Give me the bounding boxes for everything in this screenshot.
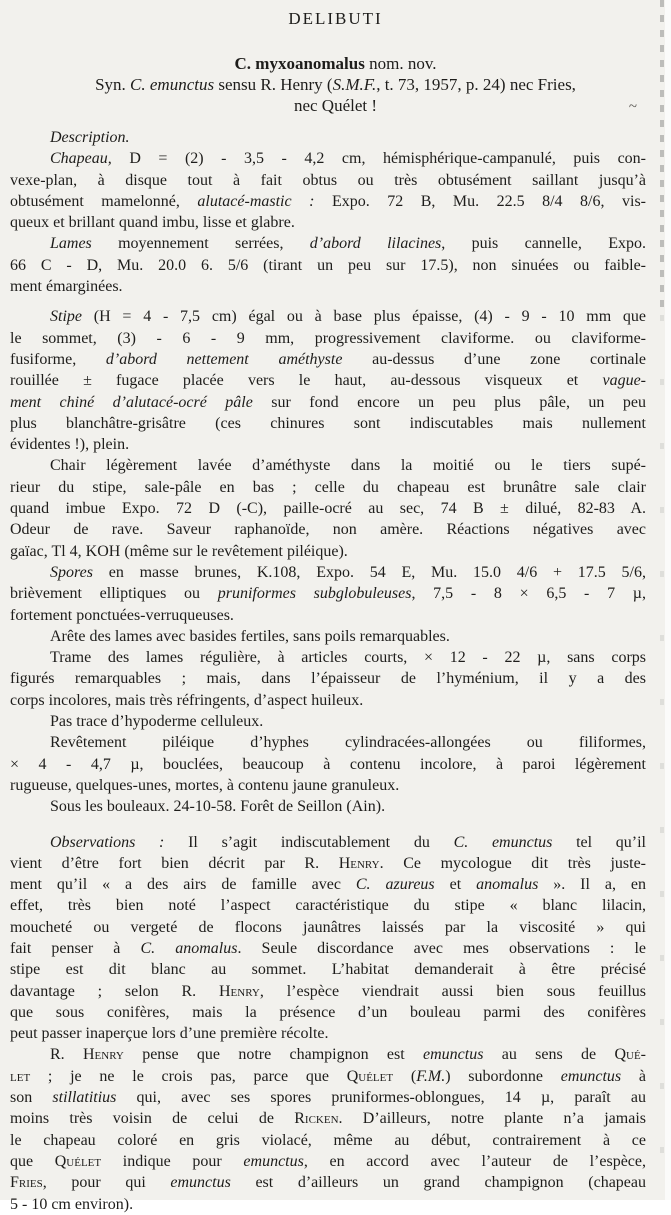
text-segment: gaïac, Tl 4, KOH (même sur le revêtement piléique). [10,542,348,560]
text-segment: ) subordonne [445,1067,561,1085]
text-segment: stillatitius [52,1089,117,1107]
text-line [10,895,646,916]
text-line [10,306,646,327]
text-segment: Henry [218,982,260,1000]
text-segment: Odeur de rave. Saveur raphanoïde, non amère. Réactions négatives avec [10,521,646,539]
text-line [10,392,646,413]
text-line [10,498,646,519]
text-line [10,1044,646,1065]
text-line [10,1066,646,1087]
text-segment: . Seule discordance avec mes observations : le [237,939,646,957]
text-line [10,233,646,254]
text-segment: . Ce mycologue dit très juste- [379,854,647,872]
text-segment: C. myxoanomalus [234,54,365,73]
text-segment: et [434,876,477,894]
text-segment: C. anomalus [140,939,238,957]
synonym-line-2 [0,95,671,116]
text-segment: rugueuse, quelques-unes, mortes, à contenu jaune granuleux. [10,776,400,794]
text-segment: obtusément mamelonné, [10,192,198,210]
text-segment: rouillée ± fugace placée vers le haut, au-dessous visqueux et [10,372,603,390]
text-line [10,1023,646,1044]
text-segment: Chapeau, [50,150,112,168]
text-segment: moucheté ou vergeté de flocons jaunâtres laissés par la viscosité » qui [10,918,646,936]
text-line [10,853,646,874]
text-segment: Trame des lames régulière, à articles courts, × 12 - 22 µ, sans corps [50,649,646,667]
text-segment: emunctus [560,1067,622,1085]
text-segment: Expo. 72 B, Mu. 22.5 8/4 8/6, vis- [314,192,646,210]
text-segment: que sous conifères, mais la présence d’un bouleau parmi des conifères [10,1003,646,1021]
text-line [10,170,646,191]
text-segment: Chair légèrement lavée d’améthyste dans la moitié ou le tiers supé- [50,457,646,475]
text-segment: queux et brillant quand imbu, lisse et glabre. [10,214,295,232]
text-segment: évidentes !), plein. [10,436,130,454]
text-segment: Description. [50,129,130,146]
text-line [10,148,646,169]
text-segment: brièvement elliptiques ou [10,585,218,603]
text-line [10,796,646,817]
text-segment: vient d’être fort bien décrit par R. [10,854,339,872]
text-line [10,191,646,212]
text-segment: Fries [10,1174,43,1192]
text-line [10,754,646,775]
section-title: DELIBUTI [288,9,383,28]
page-edge-dashes-faint-icon [660,315,664,1195]
text-segment: indique pour [101,1152,244,1170]
text-line [10,562,646,583]
text-line [10,212,646,233]
text-segment: ». Il a, en [538,876,647,894]
text-segment: vague- [602,372,646,390]
text-segment: emunctus [243,1152,304,1170]
page-header [0,0,671,116]
text-segment: 5 - 10 cm environ). [10,1195,134,1213]
text-segment: sur fond encore un peu plus pâle, un peu [252,393,646,411]
text-line [10,127,646,148]
text-segment: nec Quélet ! [293,96,378,115]
stray-scan-mark: ~ [628,99,637,115]
text-segment: ( [393,1067,417,1085]
text-line [10,775,646,796]
text-line [10,711,646,732]
text-segment: ment qu’il « a des airs de famille avec [10,876,356,894]
text-segment: sensu R. Henry ( [214,75,333,94]
text-segment: figurés remarquables ; mais, dans l’épaisseur de l’hyménium, il y a des [10,670,646,688]
text-segment: pense que notre champignon est [123,1046,424,1064]
text-segment: fait penser à [10,939,141,957]
text-segment: Pas trace d’hypoderme celluleux. [50,713,264,731]
text-segment: let [10,1067,31,1085]
text-segment: est d’ailleurs un grand champignon (chapeau [230,1174,647,1192]
text-segment: , t. 73, 1957, p. 24) nec Fries, [376,75,576,94]
text-line [10,938,646,959]
text-segment: en masse brunes, K.108, Expo. 54 E, Mu. 15.0 4/6 + 17.5 5/6, [92,563,646,581]
text-segment: , puis cannelle, Expo. [441,235,646,253]
text-line [10,583,646,604]
text-segment: d’abord nettement améthyste [105,350,343,368]
text-segment: × 4 - 4,7 µ, bouclées, beaucoup à contenu incolore, à paroi légèrement [10,755,646,773]
text-segment: D = (2) - 3,5 - 4,2 cm, hémisphérique-campanulé, puis con- [111,150,646,168]
page-edge-dashes-icon [660,0,664,315]
text-segment: Stipe [50,308,82,326]
text-segment: Quélet [54,1152,102,1170]
text-segment: Il s’agit indiscutablement du [164,833,454,851]
text-segment: davantage ; selon R. [10,982,219,1000]
text-line [10,1172,646,1193]
text-segment: fusiforme, [10,350,106,368]
text-segment: le sommet, (3) - 6 - 9 mm, progressivement claviforme. ou claviforme- [10,329,646,347]
text-line [10,917,646,938]
text-segment: d’abord lilacines [309,235,442,253]
scan-edge-strip [665,0,671,1200]
text-segment: que [10,1152,55,1170]
text-segment: le chapeau coloré en gris violacé, même au début, contrairement à ce [10,1131,646,1149]
text-segment: . D’ailleurs, notre plante n’a jamais [338,1110,647,1128]
text-line [10,370,646,391]
text-segment: , 7,5 - 8 × 6,5 - 7 µ, [411,585,647,603]
text-segment: ment émarginées. [10,278,123,296]
text-line [10,732,646,753]
text-segment: Ricken [294,1110,339,1128]
text-segment: effet, très bien noté l’aspect caractéristique du stipe « blanc lilacin, [10,897,646,915]
text-line [10,519,646,540]
text-segment: vexe-plan, à disque tout à fait obtus ou très obtusément saillant jusqu’à [10,171,646,189]
text-segment: Syn. [95,75,131,94]
text-segment: emunctus [423,1046,484,1064]
text-line [10,413,646,434]
text-segment: Quélet [346,1067,394,1085]
text-line [10,626,646,647]
text-segment: F.M. [416,1067,446,1085]
text-segment: rieur du stipe, sale-pâle en bas ; celle du chapeau est brunâtre sale clair [10,478,646,496]
text-segment: C. emunctus [453,833,553,851]
text-segment: peut passer inaperçue lors d’une première récolte. [10,1025,329,1043]
text-segment: au sens de [483,1046,615,1064]
text-segment: emunctus [170,1174,231,1192]
text-line [10,349,646,370]
text-segment: , en accord avec l’auteur de l’espèce, [303,1152,647,1170]
text-segment: C. emunctus [130,75,215,94]
text-segment: anomalus [476,876,539,894]
text-segment: , l’espèce viendrait aussi bien sous feuillus [259,982,647,1000]
text-segment: S.M.F. [332,75,377,94]
synonym-line-1 [0,74,671,95]
body-text [0,127,646,1215]
text-segment: Henry [338,854,380,872]
text-line [10,1002,646,1023]
text-line [10,541,646,562]
text-line [10,690,646,711]
text-segment: Observations : [50,833,165,851]
text-segment: alutacé-mastic : [197,192,315,210]
text-line [10,981,646,1002]
text-line [10,328,646,349]
text-line [10,647,646,668]
text-line [10,276,646,297]
text-segment: Sous les bouleaux. 24-10-58. Forêt de Seillon (Ain). [50,798,386,816]
text-segment: à [621,1067,647,1085]
text-line [10,1130,646,1151]
text-segment: corps incolores, mais très réfringents, d’aspect huileux. [10,691,364,709]
text-segment: tel qu’il [552,833,647,851]
text-segment: R. [50,1046,83,1064]
text-line [10,255,646,276]
text-segment: quand imbue Expo. 72 D (-C), paille-ocré au sec, 74 B ± dilué, 82-83 A. [10,500,646,518]
text-line [10,1087,646,1108]
text-segment: au-dessus d’une zone cortinale [342,350,647,368]
text-segment: pruniformes subglobuleuses [217,585,412,603]
text-segment: ment chiné d’alutacé-ocré pâle [10,393,253,411]
text-segment: Lames [50,235,92,253]
text-segment: Henry [82,1046,124,1064]
text-segment: qui, avec ses spores pruniformes-oblongues, 14 µ, paraît au [116,1089,647,1107]
text-segment: moins très voisin de celui de [10,1110,295,1128]
text-segment: plus blanchâtre-grisâtre (ces chinures sont indiscutables mais nullement [10,414,646,432]
text-line [10,959,646,980]
species-title [0,53,671,74]
text-segment: (H = 4 - 7,5 cm) égal ou à base plus épaisse, (4) - 9 - 10 mm que [82,308,646,326]
text-segment: nom. nov. [364,54,437,73]
text-segment: son [10,1089,53,1107]
text-segment: , pour qui [42,1174,171,1192]
text-segment: C. azureus [355,876,435,894]
text-segment: ; je ne le crois pas, parce que [30,1067,347,1085]
text-line [10,477,646,498]
text-segment: stipe est dit blanc au sommet. L’habitat demanderait à être précisé [10,961,646,979]
text-line [10,605,646,626]
text-segment: fortement ponctuées-verruqueuses. [10,606,234,624]
text-segment: Spores [50,563,93,581]
text-line [10,1151,646,1172]
text-line [10,1194,646,1215]
text-line [10,874,646,895]
text-segment: Revêtement piléique d’hyphes cylindracées-allongées ou filiformes, [50,734,646,752]
text-line [10,832,646,853]
text-line [10,434,646,455]
text-segment: moyennement serrées, [91,235,310,253]
text-line [10,1108,646,1129]
text-segment: Arête des lames avec basides fertiles, sans poils remarquables. [50,627,450,645]
text-line [10,668,646,689]
text-segment: Qué- [614,1046,646,1064]
text-segment: 66 C - D, Mu. 20.0 6. 5/6 (tirant un peu sur 17.5), non sinuées ou faible- [10,256,646,274]
text-line [10,455,646,476]
